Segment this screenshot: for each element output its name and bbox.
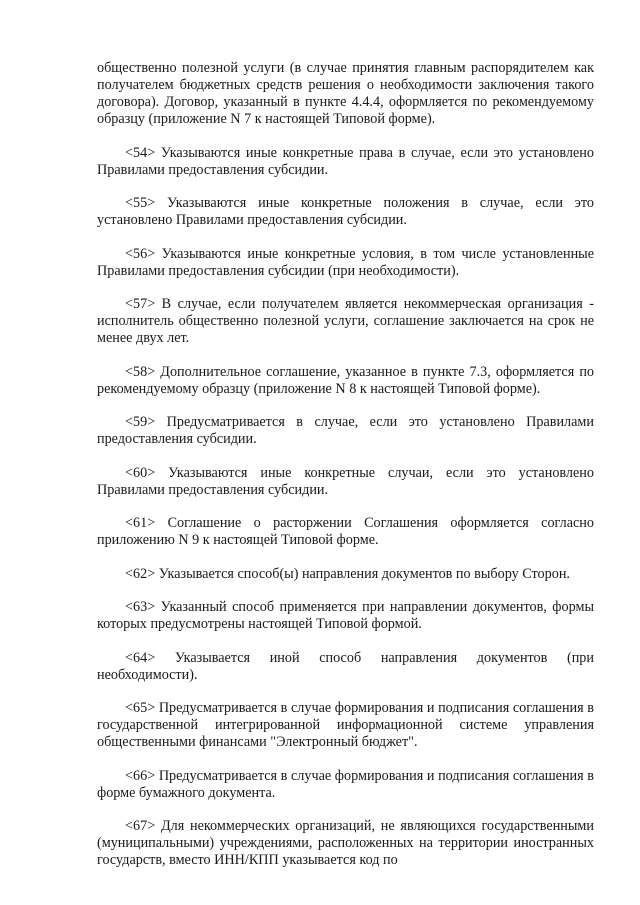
footnote-58: <58> Дополнительное соглашение, указанное в пункте 7.3, оформляется по рекомендуемому образцу (приложение N 8 к настоящей Типовой форме). <box>97 363 594 397</box>
footnote-57: <57> В случае, если получателем является некоммерческая организация - исполнитель общественно полезной услуги, соглашение заключается на срок не менее двух лет. <box>97 296 594 346</box>
paragraph-continuation: общественно полезной услуги (в случае принятия главным распорядителем как получателем бюджетных средств решения о необходимости заключения такого договора). Договор, указанный в пункте 4.4.4, оформляется по рекомендуемому образцу (приложение N 7 к настоящей Типовой форме). <box>97 60 594 127</box>
footnote-66: <66> Предусматривается в случае формирования и подписания соглашения в форме бумажного документа. <box>97 767 594 801</box>
footnote-65: <65> Предусматривается в случае формирования и подписания соглашения в государственной интегрированной информационной системе управления общественными финансами "Электронный бюджет". <box>97 700 594 750</box>
footnote-63: <63> Указанный способ применяется при направлении документов, формы которых предусмотрены настоящей Типовой формой. <box>97 599 594 632</box>
footnote-67: <67> Для некоммерческих организаций, не являющихся государственными (муниципальными) учреждениями, расположенных на территории иностранных государств, вместо ИНН/КПП указывается код по <box>97 818 594 868</box>
footnote-64: <64> Указывается иной способ направления документов (при необходимости). <box>97 649 594 683</box>
document-body <box>97 60 594 869</box>
footnote-55: <55> Указываются иные конкретные положения в случае, если это установлено Правилами предоставления субсидии. <box>97 195 594 228</box>
footnote-60: <60> Указываются иные конкретные случаи, если это установлено Правилами предоставления субсидии. <box>97 464 594 498</box>
footnote-59: <59> Предусматривается в случае, если это установлено Правилами предоставления субсидии. <box>97 414 594 447</box>
footnote-56: <56> Указываются иные конкретные условия, в том числе установленные Правилами предоставления субсидии (при необходимости). <box>97 245 594 279</box>
footnote-61: <61> Соглашение о расторжении Соглашения оформляется согласно приложению N 9 к настоящей Типовой форме. <box>97 515 594 548</box>
footnote-54: <54> Указываются иные конкретные права в случае, если это установлено Правилами предоставления субсидии. <box>97 144 594 178</box>
footnote-62: <62> Указывается способ(ы) направления документов по выбору Сторон. <box>125 565 570 582</box>
